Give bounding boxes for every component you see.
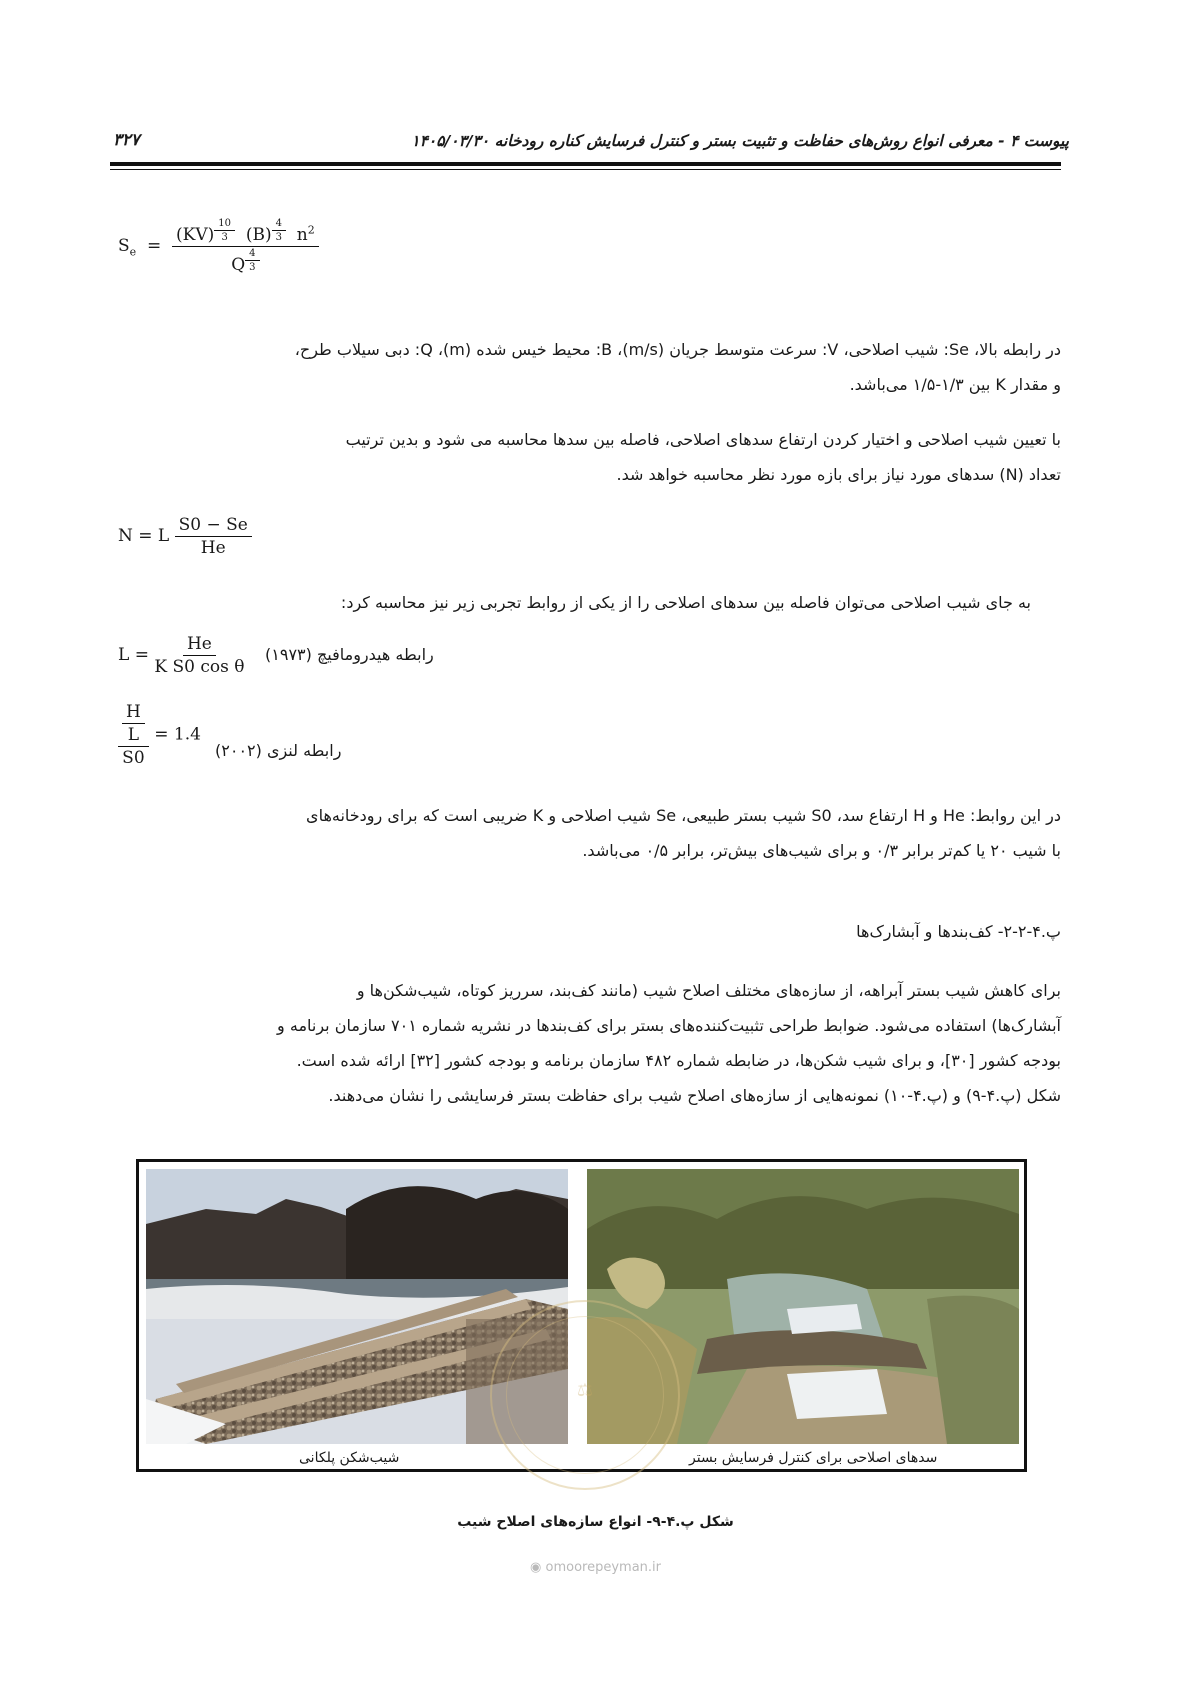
- paragraph-2-line-2: تعداد (N) سدهای مورد نیاز برای بازه مورد نظر محاسبه خواهد شد.: [616, 465, 1061, 484]
- page-number: ۳۲۷: [113, 130, 140, 149]
- watermark-url: [0, 1560, 1191, 1575]
- formula-lenzi-label: رابطه لنزی (۲۰۰۲): [215, 741, 342, 760]
- paragraph-5-line-4: شکل (پ.۴-۹) و (پ.۴-۱۰) نمونه‌هایی از سازه‌های اصلاح شیب برای حفاظت بستر فرسایشی را نشان می‌دهند.: [328, 1086, 1061, 1105]
- formula-l: L = $\frac{He}{\text{K S0 cos θ}}$: [118, 634, 245, 677]
- section-heading: پ.۴-۲-۲- کف‌بندها و آبشارک‌ها: [856, 922, 1061, 941]
- paragraph-4-line-1: در این روابط: He و H ارتفاع سد، S0 شیب بستر طبیعی، Se شیب اصلاحی و K ضریبی است که برای رودخانه‌های: [306, 806, 1061, 825]
- formula-n: N = L $\frac{S0 - Se}{He}$: [118, 515, 252, 558]
- formula-lenzi: $\frac{\frac{H}{L}}{S0}$ = 1.4: [118, 702, 201, 768]
- paragraph-1-line-2: و مقدار K بین ۱/۳-۱/۵ می‌باشد.: [849, 375, 1061, 394]
- paragraph-1-line-1: در رابطه بالا، Se: شیب اصلاحی، V: سرعت متوسط جریان (m/s)، B: محیط خیس شده (m)، Q: دبی سیلاب طرح،: [294, 340, 1061, 359]
- figure-frame: [136, 1159, 1027, 1472]
- paragraph-4-line-2: با شیب ۲۰ یا کم‌تر برابر ۰/۳ و برای شیب‌های بیش‌تر، برابر ۰/۵ می‌باشد.: [582, 841, 1061, 860]
- header-title: پیوست ۴ - معرفی انواع روش‌های حفاظت و تثبیت بستر و کنترل فرسایش کناره رودخانه ۱۴۰۵/۰۳/۳۰: [411, 132, 1069, 150]
- check-dams-illustration: [587, 1169, 1019, 1444]
- paragraph-5-line-3: بودجه کشور [۳۰]، و برای شیب شکن‌ها، در ضابطه شماره ۴۸۲ سازمان برنامه و بودجه کشور [۳۲] ارائه شده است.: [296, 1051, 1061, 1070]
- gabion-steps-illustration: [146, 1169, 568, 1444]
- caption-right-photo: سدهای اصلاحی برای کنترل فرسایش بستر: [689, 1450, 938, 1466]
- formula-l-label: رابطه هیدرومافیچ (۱۹۷۳): [265, 645, 434, 664]
- formula-se: $S_e$ = (KV) $^{\frac{10}{3}}$ (B) $^{\frac{4}{3}}$ $n^2$ Q $^{\frac{4}{3}}$: [118, 218, 319, 275]
- watermark-seal: ⚖: [490, 1300, 680, 1490]
- watermark-url-text: omoorepeyman.ir: [545, 1560, 661, 1575]
- paragraph-5: [121, 973, 1061, 1113]
- header-rule-thin: [110, 169, 1061, 170]
- figure-caption: شکل پ.۴-۹- انواع سازه‌های اصلاح شیب: [457, 1514, 734, 1530]
- photo-check-dams: [587, 1169, 1019, 1444]
- paragraph-4: [121, 798, 1061, 868]
- paragraph-2: [121, 422, 1061, 492]
- header-rule-thick: [110, 162, 1061, 166]
- paragraph-5-line-1: برای کاهش شیب بستر آبراهه، از سازه‌های مختلف اصلاح شیب (مانند کف‌بند، سرریز کوتاه، شیب‌شکن‌ها و: [356, 981, 1061, 1000]
- paragraph-3: به جای شیب اصلاحی می‌توان فاصله بین سدهای اصلاحی را از یکی از روابط تجربی زیر نیز محاسبه کرد:: [340, 593, 1031, 612]
- caption-left-photo: شیب‌شکن پلکانی: [299, 1450, 400, 1466]
- photo-gabion-steps: [146, 1169, 568, 1444]
- globe-icon: ◉: [530, 1560, 542, 1575]
- paragraph-5-line-2: آبشارک‌ها) استفاده می‌شود. ضوابط طراحی تثبیت‌کننده‌های بستر برای کف‌بندها در نشریه شماره ۷۰۱ سازمان برنامه و: [277, 1016, 1061, 1035]
- paragraph-1: [121, 332, 1061, 402]
- paragraph-2-line-1: با تعیین شیب اصلاحی و اختیار کردن ارتفاع سدهای اصلاحی، فاصله بین سدها محاسبه می شود و بدین ترتیب: [345, 430, 1061, 449]
